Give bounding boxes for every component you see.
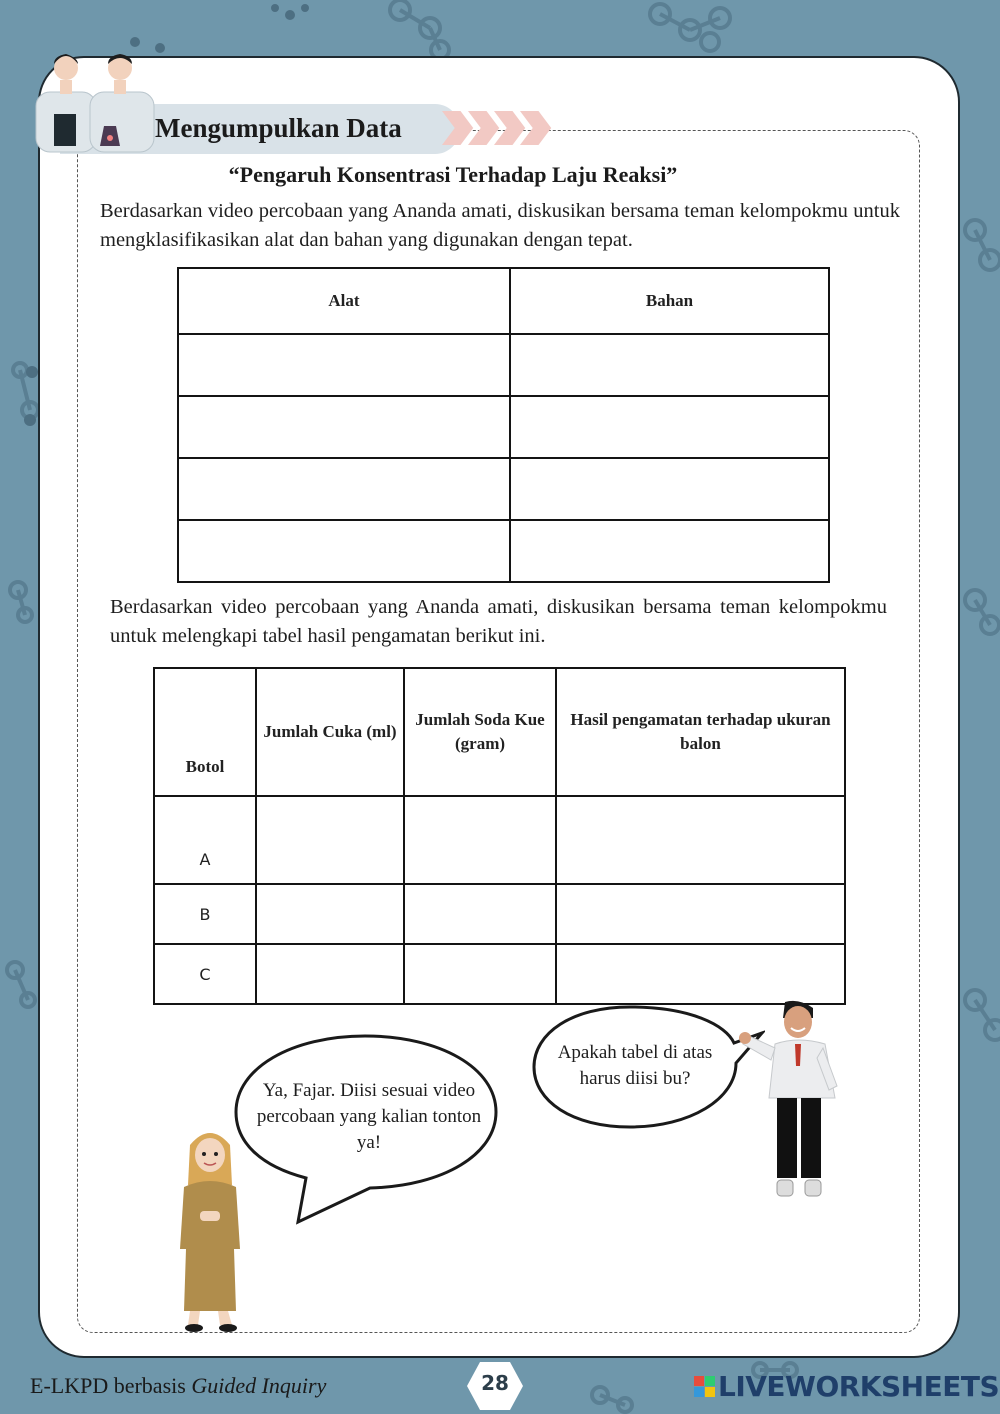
botol-label: B — [154, 884, 256, 944]
table-row — [154, 796, 845, 884]
footer-label-italic: Guided Inquiry — [191, 1373, 327, 1398]
alat-input-cell[interactable] — [178, 520, 510, 582]
cuka-input-cell[interactable] — [256, 944, 404, 1004]
table-row — [178, 396, 829, 458]
header-hasil-pengamatan: Hasil pengamatan terhadap ukuran balon — [556, 668, 845, 796]
cuka-input-cell[interactable] — [256, 884, 404, 944]
liveworksheets-logo-icon — [694, 1376, 716, 1398]
footer-label — [30, 1373, 326, 1399]
header-jumlah-cuka: Jumlah Cuka (ml) — [256, 668, 404, 796]
instruction-text-1: Berdasarkan video percobaan yang Ananda amati, diskusikan bersama teman kelompokmu untuk mengklasifikasikan alat dan bahan yang digunakan dengan tepat. — [100, 200, 900, 251]
alat-bahan-table — [177, 267, 830, 583]
teacher-illustration — [170, 1125, 250, 1335]
page-number: 28 — [481, 1371, 509, 1395]
header-botol: Botol — [154, 668, 256, 796]
header-alat: Alat — [178, 268, 510, 334]
alat-input-cell[interactable] — [178, 396, 510, 458]
botol-label: A — [154, 796, 256, 884]
hasil-input-cell[interactable] — [556, 884, 845, 944]
teacher-speech-text: Ya, Fajar. Diisi sesuai video percobaan yang kalian tonton ya! — [256, 1080, 482, 1153]
cuka-input-cell[interactable] — [256, 796, 404, 884]
scientists-illustration — [28, 50, 158, 156]
section-title: Mengumpulkan Data — [155, 113, 402, 143]
observation-table — [153, 667, 846, 1005]
hasil-input-cell[interactable] — [556, 796, 845, 884]
soda-input-cell[interactable] — [404, 884, 556, 944]
header-jumlah-soda-kue: Jumlah Soda Kue (gram) — [404, 668, 556, 796]
alat-input-cell[interactable] — [178, 458, 510, 520]
student-speech-text: Apakah tabel di atas harus diisi bu? — [557, 1042, 713, 1089]
chevron-arrows-icon — [442, 108, 562, 148]
student-illustration — [735, 998, 845, 1204]
botol-label: C — [154, 944, 256, 1004]
table-row — [178, 334, 829, 396]
bahan-input-cell[interactable] — [510, 458, 829, 520]
table-row — [154, 884, 845, 944]
soda-input-cell[interactable] — [404, 944, 556, 1004]
alat-input-cell[interactable] — [178, 334, 510, 396]
liveworksheets-watermark[interactable]: LIVEWORKSHEETS — [718, 1370, 1000, 1403]
header-bahan: Bahan — [510, 268, 829, 334]
footer-label-main: E-LKPD berbasis — [30, 1373, 186, 1398]
table-row — [178, 458, 829, 520]
bahan-input-cell[interactable] — [510, 520, 829, 582]
soda-input-cell[interactable] — [404, 796, 556, 884]
table-header-row — [178, 268, 829, 334]
instruction-text-2: Berdasarkan video percobaan yang Ananda amati, diskusikan bersama teman kelompokmu untuk melengkapi tabel hasil pengamatan berikut ini. — [110, 596, 887, 647]
table-row — [178, 520, 829, 582]
bahan-input-cell[interactable] — [510, 396, 829, 458]
table-row — [154, 944, 845, 1004]
table-header-row — [154, 668, 845, 796]
bahan-input-cell[interactable] — [510, 334, 829, 396]
page-subtitle: “Pengaruh Konsentrasi Terhadap Laju Reaksi” — [228, 162, 678, 187]
hasil-input-cell[interactable] — [556, 944, 845, 1004]
